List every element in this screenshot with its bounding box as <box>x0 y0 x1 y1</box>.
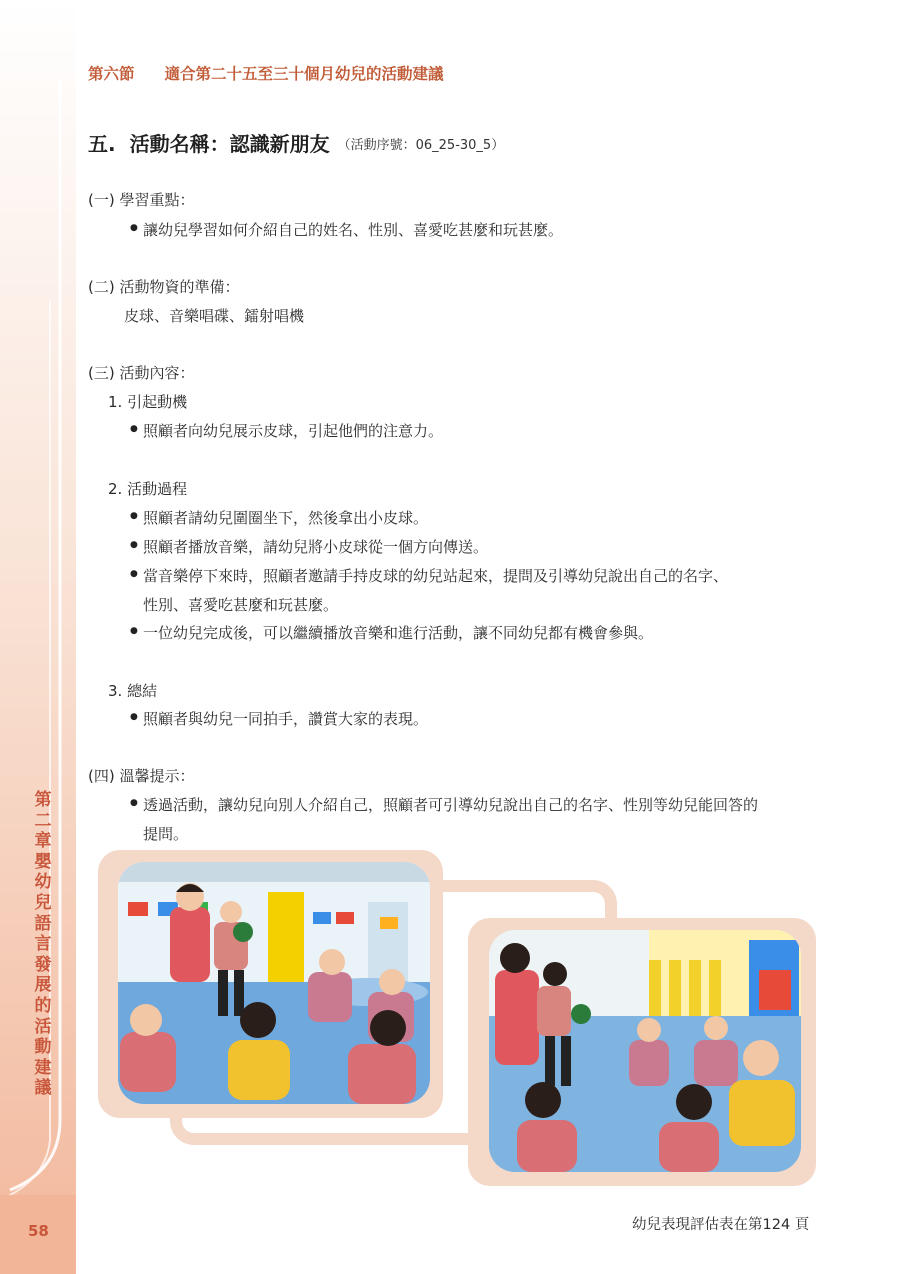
motivation-heading: 1. 引起動機 <box>108 393 188 411</box>
process-item: ● 照顧者播放音樂，請幼兒將小皮球從一個方向傳送。 <box>143 536 488 557</box>
process-item: ● 一位幼兒完成後，可以繼續播放音樂和進行活動，讓不同幼兒都有機會參與。 <box>143 622 653 643</box>
process-heading: 2. 活動過程 <box>108 480 188 498</box>
process-item: ● 當音樂停下來時，照顧者邀請手持皮球的幼兒站起來，提問及引導幼兒說出自己的名字、 <box>143 565 728 586</box>
process-item-continued: 性別、喜愛吃甚麼和玩甚麼。 <box>143 596 339 614</box>
summary-item: ● 照顧者與幼兒一同拍手，讚賞大家的表現。 <box>143 708 428 729</box>
motivation-item: ● 照顧者向幼兒展示皮球，引起他們的注意力。 <box>143 420 443 441</box>
tips-heading: (四) 溫馨提示： <box>88 767 195 785</box>
tips-item-continued: 提問。 <box>143 825 189 843</box>
classroom-photo-illustration <box>118 862 430 1104</box>
activity-photo-right <box>489 930 801 1172</box>
assessment-reference: 幼兒表現評估表在第124 頁 <box>632 1217 810 1233</box>
materials-text: 皮球、音樂唱碟、鐳射唱機 <box>124 307 305 325</box>
classroom-photo-illustration <box>489 930 801 1172</box>
activity-photo-left <box>118 862 430 1104</box>
learning-focus-item: ● 讓幼兒學習如何介紹自己的姓名、性別、喜愛吃甚麼和玩甚麼。 <box>143 219 563 240</box>
page-number: 58 <box>28 1222 49 1240</box>
summary-heading: 3. 總結 <box>108 682 158 700</box>
process-item: ● 照顧者請幼兒圍圈坐下，然後拿出小皮球。 <box>143 507 428 528</box>
activity-name: 活動名稱：認識新朋友 <box>129 132 330 156</box>
learning-focus-heading: (一) 學習重點： <box>88 191 195 209</box>
chapter-title-vertical: 第 二 章 嬰 幼 兒 語 言 發 展 的 活 動 建 議 <box>34 790 52 1099</box>
activity-title <box>88 128 504 157</box>
section-header <box>88 62 444 84</box>
activity-serial: （活動序號：06_25-30_5） <box>337 138 505 153</box>
section-number: 第六節 <box>88 65 135 83</box>
materials-heading: (二) 活動物資的準備： <box>88 278 240 296</box>
tips-item: ● 透過活動，讓幼兒向別人介紹自己，照顧者可引導幼兒說出自己的名字、性別等幼兒能回答的 <box>143 794 758 815</box>
section-title: 適合第二十五至三十個月幼兒的活動建議 <box>164 65 444 83</box>
activity-number: 五. <box>88 132 116 156</box>
content-heading: (三) 活動內容： <box>88 364 195 382</box>
